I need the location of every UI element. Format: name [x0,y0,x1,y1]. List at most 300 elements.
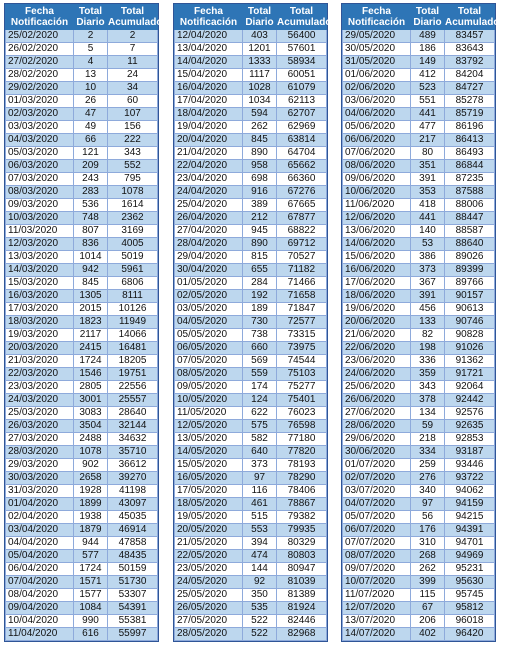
cell-total-diario: 121 [74,147,108,160]
table-row [6,69,158,82]
cell-total-diario: 134 [411,407,445,420]
cell-fecha: 12/04/2020 [175,30,243,43]
table-row [343,537,495,550]
cell-total-diario: 553 [243,524,277,537]
cell-fecha: 19/06/2020 [343,303,411,316]
table-row [175,199,327,212]
table-row [6,485,158,498]
cell-total-acumulado: 94391 [445,524,495,537]
cell-fecha: 10/03/2020 [6,212,74,225]
table-row [343,82,495,95]
table-row [6,563,158,576]
table-row [175,225,327,238]
cell-total-acumulado: 92576 [445,407,495,420]
cell-fecha: 04/03/2020 [6,134,74,147]
cell-total-diario: 262 [411,563,445,576]
cell-total-diario: 1028 [243,82,277,95]
table-row [6,290,158,303]
cell-fecha: 26/05/2020 [175,602,243,615]
cell-fecha: 06/06/2020 [343,134,411,147]
table-row [6,303,158,316]
cell-total-diario: 56 [411,511,445,524]
cell-total-diario: 738 [243,329,277,342]
table-row [6,160,158,173]
cell-total-acumulado: 60051 [277,69,327,82]
table-row [6,147,158,160]
cell-total-diario: 616 [74,628,108,641]
cell-total-diario: 283 [74,186,108,199]
cell-total-diario: 212 [243,212,277,225]
header-fecha: Fecha Notificación [175,5,243,30]
cell-total-diario: 2488 [74,433,108,446]
table-row [343,550,495,563]
cell-total-diario: 845 [74,277,108,290]
cell-fecha: 18/04/2020 [175,108,243,121]
cell-fecha: 27/02/2020 [6,56,74,69]
cell-total-acumulado: 90157 [445,290,495,303]
cell-total-diario: 536 [74,199,108,212]
cell-fecha: 04/07/2020 [343,498,411,511]
table-row [175,186,327,199]
table-row [175,329,327,342]
cell-total-acumulado: 11 [108,56,158,69]
cell-total-diario: 522 [243,628,277,641]
cell-total-acumulado: 90828 [445,329,495,342]
cell-total-diario: 1305 [74,290,108,303]
cell-fecha: 27/06/2020 [343,407,411,420]
cell-fecha: 23/05/2020 [175,563,243,576]
cell-total-acumulado: 84204 [445,69,495,82]
cell-fecha: 15/04/2020 [175,69,243,82]
cell-total-acumulado: 73315 [277,329,327,342]
table-row [6,446,158,459]
cell-fecha: 26/06/2020 [343,394,411,407]
cell-total-diario: 990 [74,615,108,628]
cell-total-acumulado: 71466 [277,277,327,290]
cell-total-acumulado: 80329 [277,537,327,550]
cell-total-diario: 807 [74,225,108,238]
table-row [343,433,495,446]
table-row [6,498,158,511]
table-row [6,186,158,199]
cell-total-acumulado: 85278 [445,95,495,108]
cell-total-acumulado: 70527 [277,251,327,264]
table-row [6,173,158,186]
cell-total-acumulado: 72577 [277,316,327,329]
cell-fecha: 25/04/2020 [175,199,243,212]
cell-fecha: 20/03/2020 [6,342,74,355]
header-total-diario: Total Diario [243,5,277,30]
cell-total-acumulado: 83792 [445,56,495,69]
cell-total-diario: 276 [411,472,445,485]
cell-total-acumulado: 10126 [108,303,158,316]
cell-total-diario: 815 [243,251,277,264]
cell-total-diario: 698 [243,173,277,186]
table-row [175,264,327,277]
table-row [343,95,495,108]
cell-total-acumulado: 81924 [277,602,327,615]
table-row [343,472,495,485]
cell-total-acumulado: 7 [108,43,158,56]
cell-total-diario: 67 [411,602,445,615]
cell-fecha: 23/06/2020 [343,355,411,368]
cell-fecha: 13/05/2020 [175,433,243,446]
header-total-acumulado: Total Acumulado [445,6,500,28]
cell-total-acumulado: 65662 [277,160,327,173]
table-row [175,108,327,121]
cell-total-diario: 441 [411,212,445,225]
cell-fecha: 19/03/2020 [6,329,74,342]
cell-total-diario: 569 [243,355,277,368]
cell-total-acumulado: 36612 [108,459,158,472]
table-row [6,277,158,290]
header-fecha: Fecha Notificación [6,5,74,30]
cell-fecha: 24/04/2020 [175,186,243,199]
cell-total-diario: 1879 [74,524,108,537]
cell-fecha: 27/05/2020 [175,615,243,628]
cell-fecha: 28/06/2020 [343,420,411,433]
table-header-row [175,5,327,30]
cell-fecha: 05/06/2020 [343,121,411,134]
cell-total-acumulado: 81389 [277,589,327,602]
table-row [175,212,327,225]
cell-total-acumulado: 96018 [445,615,495,628]
table-row [175,342,327,355]
cell-fecha: 25/06/2020 [343,381,411,394]
cell-total-acumulado: 61079 [277,82,327,95]
table-row [175,251,327,264]
table-panel-3 [341,3,500,642]
cell-total-acumulado: 58934 [277,56,327,69]
cell-fecha: 29/02/2020 [6,82,74,95]
cell-total-diario: 334 [411,446,445,459]
cell-total-acumulado: 85719 [445,108,495,121]
cell-total-acumulado: 92442 [445,394,495,407]
table-row [175,173,327,186]
cell-total-acumulado: 83457 [445,30,495,43]
cell-fecha: 05/05/2020 [175,329,243,342]
table-row [175,472,327,485]
cell-total-acumulado: 88640 [445,238,495,251]
table-row [343,628,495,641]
cell-fecha: 24/05/2020 [175,576,243,589]
cell-total-diario: 3504 [74,420,108,433]
cell-total-acumulado: 84727 [445,82,495,95]
table-row [343,511,495,524]
cell-total-diario: 1724 [74,563,108,576]
table-row [343,225,495,238]
cell-total-acumulado: 88587 [445,225,495,238]
cell-fecha: 05/07/2020 [343,511,411,524]
cell-total-diario: 97 [411,498,445,511]
header-total-acumulado: Total Acumulado [277,6,332,28]
cell-fecha: 20/06/2020 [343,316,411,329]
cell-total-acumulado: 92064 [445,381,495,394]
table-row [175,628,327,641]
cell-total-acumulado: 6806 [108,277,158,290]
table-row [6,212,158,225]
cell-total-diario: 441 [411,108,445,121]
cell-total-acumulado: 47858 [108,537,158,550]
cell-fecha: 12/05/2020 [175,420,243,433]
cell-total-acumulado: 74544 [277,355,327,368]
cell-fecha: 23/03/2020 [6,381,74,394]
cell-total-acumulado: 56400 [277,30,327,43]
cell-total-acumulado: 81039 [277,576,327,589]
table-row [175,121,327,134]
cell-total-acumulado: 88447 [445,212,495,225]
cell-total-acumulado: 66360 [277,173,327,186]
cell-total-diario: 386 [411,251,445,264]
cell-total-acumulado: 222 [108,134,158,147]
cell-total-acumulado: 55997 [108,628,158,641]
table-row [6,134,158,147]
cell-fecha: 18/05/2020 [175,498,243,511]
table-row [343,303,495,316]
cell-total-acumulado: 5961 [108,264,158,277]
table-panel-2 [173,3,332,642]
table-row [343,329,495,342]
cell-total-acumulado: 24 [108,69,158,82]
table-row [343,524,495,537]
header-total-diario: Total Diario [74,5,108,30]
cell-total-diario: 412 [411,69,445,82]
cell-total-diario: 1938 [74,511,108,524]
table-row [175,576,327,589]
cell-fecha: 30/06/2020 [343,446,411,459]
cell-total-acumulado: 48435 [108,550,158,563]
cell-total-diario: 378 [411,394,445,407]
table-row [175,316,327,329]
cell-total-acumulado: 22556 [108,381,158,394]
cell-fecha: 07/04/2020 [6,576,74,589]
table-row [175,238,327,251]
cell-total-diario: 217 [411,134,445,147]
cell-total-diario: 80 [411,147,445,160]
cell-total-diario: 140 [411,225,445,238]
cell-fecha: 11/05/2020 [175,407,243,420]
cell-total-diario: 10 [74,82,108,95]
table-row [175,30,327,43]
cell-total-diario: 461 [243,498,277,511]
cell-fecha: 22/06/2020 [343,342,411,355]
cell-total-diario: 13 [74,69,108,82]
cell-fecha: 29/03/2020 [6,459,74,472]
cell-fecha: 25/03/2020 [6,407,74,420]
table-row [175,290,327,303]
table-row [343,30,495,43]
cell-total-acumulado: 93187 [445,446,495,459]
table-row [343,108,495,121]
cell-total-diario: 1577 [74,589,108,602]
cell-total-acumulado: 82446 [277,615,327,628]
table-row [6,121,158,134]
table-panel-1 [4,3,163,642]
cell-total-acumulado: 86493 [445,147,495,160]
cell-total-acumulado: 67877 [277,212,327,225]
cell-total-diario: 373 [411,264,445,277]
cell-fecha: 30/04/2020 [175,264,243,277]
cell-fecha: 06/03/2020 [6,160,74,173]
cell-total-diario: 1724 [74,355,108,368]
cell-total-acumulado: 62707 [277,108,327,121]
cell-fecha: 22/04/2020 [175,160,243,173]
cell-total-diario: 1201 [243,43,277,56]
table-row [343,147,495,160]
cell-total-acumulado: 32144 [108,420,158,433]
cell-total-diario: 351 [411,160,445,173]
cell-fecha: 28/02/2020 [6,69,74,82]
table-row [175,134,327,147]
table-row [175,43,327,56]
cell-fecha: 09/05/2020 [175,381,243,394]
cell-total-diario: 4 [74,56,108,69]
table-row [175,355,327,368]
cell-total-acumulado: 156 [108,121,158,134]
table-row [6,381,158,394]
cell-fecha: 18/06/2020 [343,290,411,303]
cell-fecha: 28/04/2020 [175,238,243,251]
cell-total-acumulado: 68822 [277,225,327,238]
cell-fecha: 05/04/2020 [6,550,74,563]
table-row [343,602,495,615]
table-row [175,69,327,82]
cell-fecha: 30/05/2020 [343,43,411,56]
cell-total-diario: 218 [411,433,445,446]
cell-total-diario: 353 [411,186,445,199]
cell-fecha: 06/04/2020 [6,563,74,576]
cell-total-acumulado: 8111 [108,290,158,303]
table-row [343,576,495,589]
cell-total-diario: 1928 [74,485,108,498]
cell-total-acumulado: 78406 [277,485,327,498]
cell-fecha: 19/05/2020 [175,511,243,524]
cell-total-diario: 259 [411,459,445,472]
cell-fecha: 24/03/2020 [6,394,74,407]
cell-total-diario: 124 [243,394,277,407]
table-row [175,537,327,550]
cell-total-diario: 660 [243,342,277,355]
cell-total-diario: 26 [74,95,108,108]
cell-total-acumulado: 95630 [445,576,495,589]
cell-total-acumulado: 41198 [108,485,158,498]
cell-fecha: 14/07/2020 [343,628,411,641]
cell-total-acumulado: 16481 [108,342,158,355]
cell-fecha: 11/07/2020 [343,589,411,602]
cell-fecha: 02/06/2020 [343,82,411,95]
cell-total-acumulado: 78290 [277,472,327,485]
cell-total-diario: 209 [74,160,108,173]
table-row [343,368,495,381]
table-row [343,615,495,628]
cell-fecha: 14/04/2020 [175,56,243,69]
table-row [175,563,327,576]
table-row [6,459,158,472]
table-row [343,381,495,394]
cell-total-diario: 2415 [74,342,108,355]
cell-total-acumulado: 71182 [277,264,327,277]
cell-total-acumulado: 94969 [445,550,495,563]
cell-total-diario: 1078 [74,446,108,459]
cell-total-diario: 391 [411,173,445,186]
cell-fecha: 13/07/2020 [343,615,411,628]
cell-total-diario: 1084 [74,602,108,615]
table-row [6,407,158,420]
cell-fecha: 21/03/2020 [6,355,74,368]
cell-total-acumulado: 50159 [108,563,158,576]
cell-total-diario: 176 [411,524,445,537]
cell-total-acumulado: 53307 [108,589,158,602]
cell-fecha: 21/06/2020 [343,329,411,342]
table-body [175,30,327,641]
cell-total-diario: 174 [243,381,277,394]
cell-total-acumulado: 88006 [445,199,495,212]
table-row [175,394,327,407]
table-row [6,238,158,251]
table-row [175,56,327,69]
cell-total-diario: 359 [411,368,445,381]
table-row [6,511,158,524]
cell-fecha: 17/05/2020 [175,485,243,498]
cell-total-acumulado: 89766 [445,277,495,290]
cell-fecha: 31/03/2020 [6,485,74,498]
table-row [343,420,495,433]
cell-fecha: 03/05/2020 [175,303,243,316]
cell-total-acumulado: 71847 [277,303,327,316]
cell-total-diario: 189 [243,303,277,316]
table-row [6,420,158,433]
cell-total-acumulado: 87588 [445,186,495,199]
cell-total-diario: 551 [411,95,445,108]
cell-total-diario: 559 [243,368,277,381]
cell-fecha: 24/06/2020 [343,368,411,381]
cell-fecha: 05/03/2020 [6,147,74,160]
cell-fecha: 09/03/2020 [6,199,74,212]
cell-total-diario: 958 [243,160,277,173]
cell-total-diario: 575 [243,420,277,433]
cell-total-acumulado: 94215 [445,511,495,524]
table-row [6,537,158,550]
cell-fecha: 25/05/2020 [175,589,243,602]
cell-total-diario: 47 [74,108,108,121]
cell-total-diario: 49 [74,121,108,134]
table-row [6,316,158,329]
cell-fecha: 10/04/2020 [6,615,74,628]
table-row [6,251,158,264]
cell-total-diario: 890 [243,238,277,251]
cell-total-diario: 622 [243,407,277,420]
cell-total-diario: 582 [243,433,277,446]
table-row [343,134,495,147]
cell-fecha: 13/06/2020 [343,225,411,238]
cell-total-acumulado: 90746 [445,316,495,329]
cell-total-acumulado: 78193 [277,459,327,472]
cell-total-acumulado: 89026 [445,251,495,264]
table-row [6,30,158,43]
cell-total-diario: 389 [243,199,277,212]
table-row [175,303,327,316]
cell-total-acumulado: 39270 [108,472,158,485]
cell-total-diario: 2805 [74,381,108,394]
cell-fecha: 27/03/2020 [6,433,74,446]
cell-total-diario: 350 [243,589,277,602]
cell-fecha: 31/05/2020 [343,56,411,69]
cell-total-diario: 373 [243,459,277,472]
cell-total-acumulado: 69712 [277,238,327,251]
cell-total-acumulado: 67276 [277,186,327,199]
table-row [6,576,158,589]
table-row [175,459,327,472]
